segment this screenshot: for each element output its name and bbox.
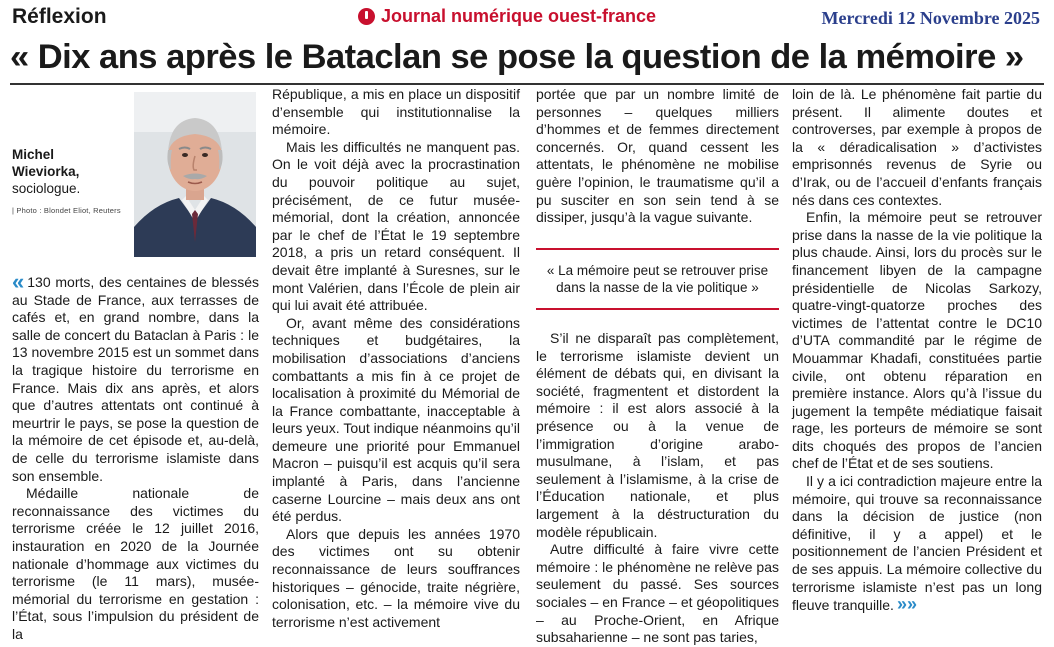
author-last-name: Wieviorka, (12, 164, 80, 179)
article-column-3 (536, 86, 779, 227)
lead-quote-icon: « (12, 269, 25, 294)
ouest-france-logo-icon (358, 8, 375, 25)
article-column-2 (272, 86, 520, 631)
pull-quote (536, 248, 779, 310)
paragraph: République, a mis en place un dispositif d’ensemble qui institutionnalise la mémoire. (272, 86, 520, 138)
author-first-name: Michel (12, 147, 55, 162)
paragraph-text: 130 morts, des centaines de blessés au Stade de France, aux terrasses de cafés et, en grand nombre, dans la salle de concert du Bataclan à Paris : le 13 novembre 2015 est un sommet dans la tragique histoire du terrorisme en France. Mais dix ans après, et alors que d’autres attentats ont continué à meurtrir le pays, se pose la question de la mémoire de cet épisode et, au-delà, de celle du terrorisme islamiste dans son ensemble. (12, 274, 259, 484)
headline-rule (10, 83, 1044, 85)
paragraph: Autre difficulté à faire vivre cette mémoire : le phénomène ne relève pas seulement du passé. Ses sources sociales – en France – et géopolitiques – au Proche-Orient, en Afrique subsaharienne – ne sont pas taries, (536, 541, 779, 646)
article-column-1 (12, 269, 259, 643)
portrait-illustration (134, 92, 256, 257)
article-column-3-continued (536, 330, 779, 647)
paragraph: Alors que depuis les années 1970 des victimes ont su obtenir reconnaissance de leurs souffrances historiques – génocide, traite négrière, colonisation, etc. – la mémoire vive du terrorisme n’est activement (272, 525, 520, 630)
section-label: Réflexion (12, 5, 107, 28)
article-headline: « Dix ans après le Bataclan se pose la question de la mémoire » (10, 38, 1024, 76)
brand-label: Journal numérique ouest-france (381, 6, 657, 26)
author-portrait (134, 92, 256, 257)
header-bar (0, 0, 1054, 34)
author-role: sociologue. (12, 181, 81, 196)
paragraph: Or, avant même des considérations techniques et budgétaires, la mobilisation d’associations d’anciens combattants a mis fin à ce projet de localisation à proximité du Mémorial de la France combattante, inacceptable à leurs yeux. Tout indique néanmoins qu’il demeure une priorité pour Emmanuel Macron – puisqu’il est acquis qu’il sera implanté à Paris, dans l’ancienne caserne Lourcine – mais deux ans ont été perdus. (272, 314, 521, 525)
paragraph: Médaille nationale de reconnaissance des victimes du terrorisme créée le 12 juillet 2016, instauration en 2020 de la Journée nationale d’hommage aux victimes du terrorisme (le 11 mars), musée-mémorial du terrorisme en gestation : l’État, sous l’impulsion du président de la (12, 485, 259, 642)
paragraph: portée que par un nombre limité de personnes – quelques milliers d’hommes et de femmes directement concernés. Or, quand cessent les attentats, le phénomène ne mobilise guère l’opinion, le traumatisme qu’il a pu susciter en son sein tend à se dissiper, jusqu’à la vague suivante. (536, 86, 779, 226)
issue-date: Mercredi 12 Novembre 2025 (821, 8, 1040, 28)
photo-credit: | Photo : Blondet Eliot, Reuters (12, 206, 121, 215)
paragraph: S’il ne disparaît pas complètement, le terrorisme islamiste devient un élément de débats qui, en divisant la société, fragmentent et distordent la mémoire : il est alors associé à la présence ou à la venue de l’immigration d’origine arabo-musulmane, à l’islam, et pas seulement à l’islamisme, à la crise de l’Éducation nationale, et plus largement à la déstructuration du modèle républicain. (536, 330, 779, 540)
paragraph: loin de là. Le phénomène fait partie du présent. Il alimente doutes et controverses, par exemple à propos de la « déradicalisation » d’activistes emprisonnés revenus de Syrie ou d’Irak, ou de l’accueil d’enfants français nés dans ces contextes. (792, 86, 1042, 208)
paragraph: Enfin, la mémoire peut se retrouver prise dans la nasse de la vie politique la plus chaude. Ainsi, lors du procès sur le financement libyen de la campagne présidentielle de Nicolas Sarkozy, quatre-vingt-quatorze proches des victimes de l’attentat contre le DC10 d’UTA commandité par le régime de Mouammar Khadafi, constituées partie civile, ont obtenu réparation en première instance. Alors qu’à l’issue du jugement la tempête médiatique faisait rage, les porteurs de mémoire se sont dits choqués des propos de l’ancien chef de l’État et de ses soutiens. (792, 209, 1042, 472)
pull-quote-text: « La mémoire peut se retrouver prise dans la nasse de la vie politique » (546, 263, 769, 295)
end-quote-icon: »» (896, 594, 917, 615)
pull-quote-rule-bottom (536, 308, 779, 310)
author-block (12, 146, 142, 197)
closing-paragraph (792, 473, 1042, 615)
paragraph-text: Il y a ici contradiction majeure entre la mémoire, qui trouve sa reconnaissance dans la décision de justice (non définitive, il y a appel) et le positionnement de l’ancien Président et de ses appuis. La mémoire collective du terrorisme islamiste n’est pas un long fleuve tranquille. (792, 473, 1042, 614)
lead-paragraph (12, 269, 259, 485)
article-column-4 (792, 86, 1042, 615)
paragraph: Mais les difficultés ne manquent pas. On le voit déjà avec la procrastination du pouvoir politique au sujet, précisément, de ce futur musée-mémorial, dont la création, annoncée par le chef de l’État le 19 septembre 2018, a pris un retard conséquent. Il devait être implanté à Suresnes, sur le mont Valérien, dans l’École de plein air qui lui avait été attribuée. (272, 138, 520, 314)
brand[interactable] (358, 6, 656, 27)
